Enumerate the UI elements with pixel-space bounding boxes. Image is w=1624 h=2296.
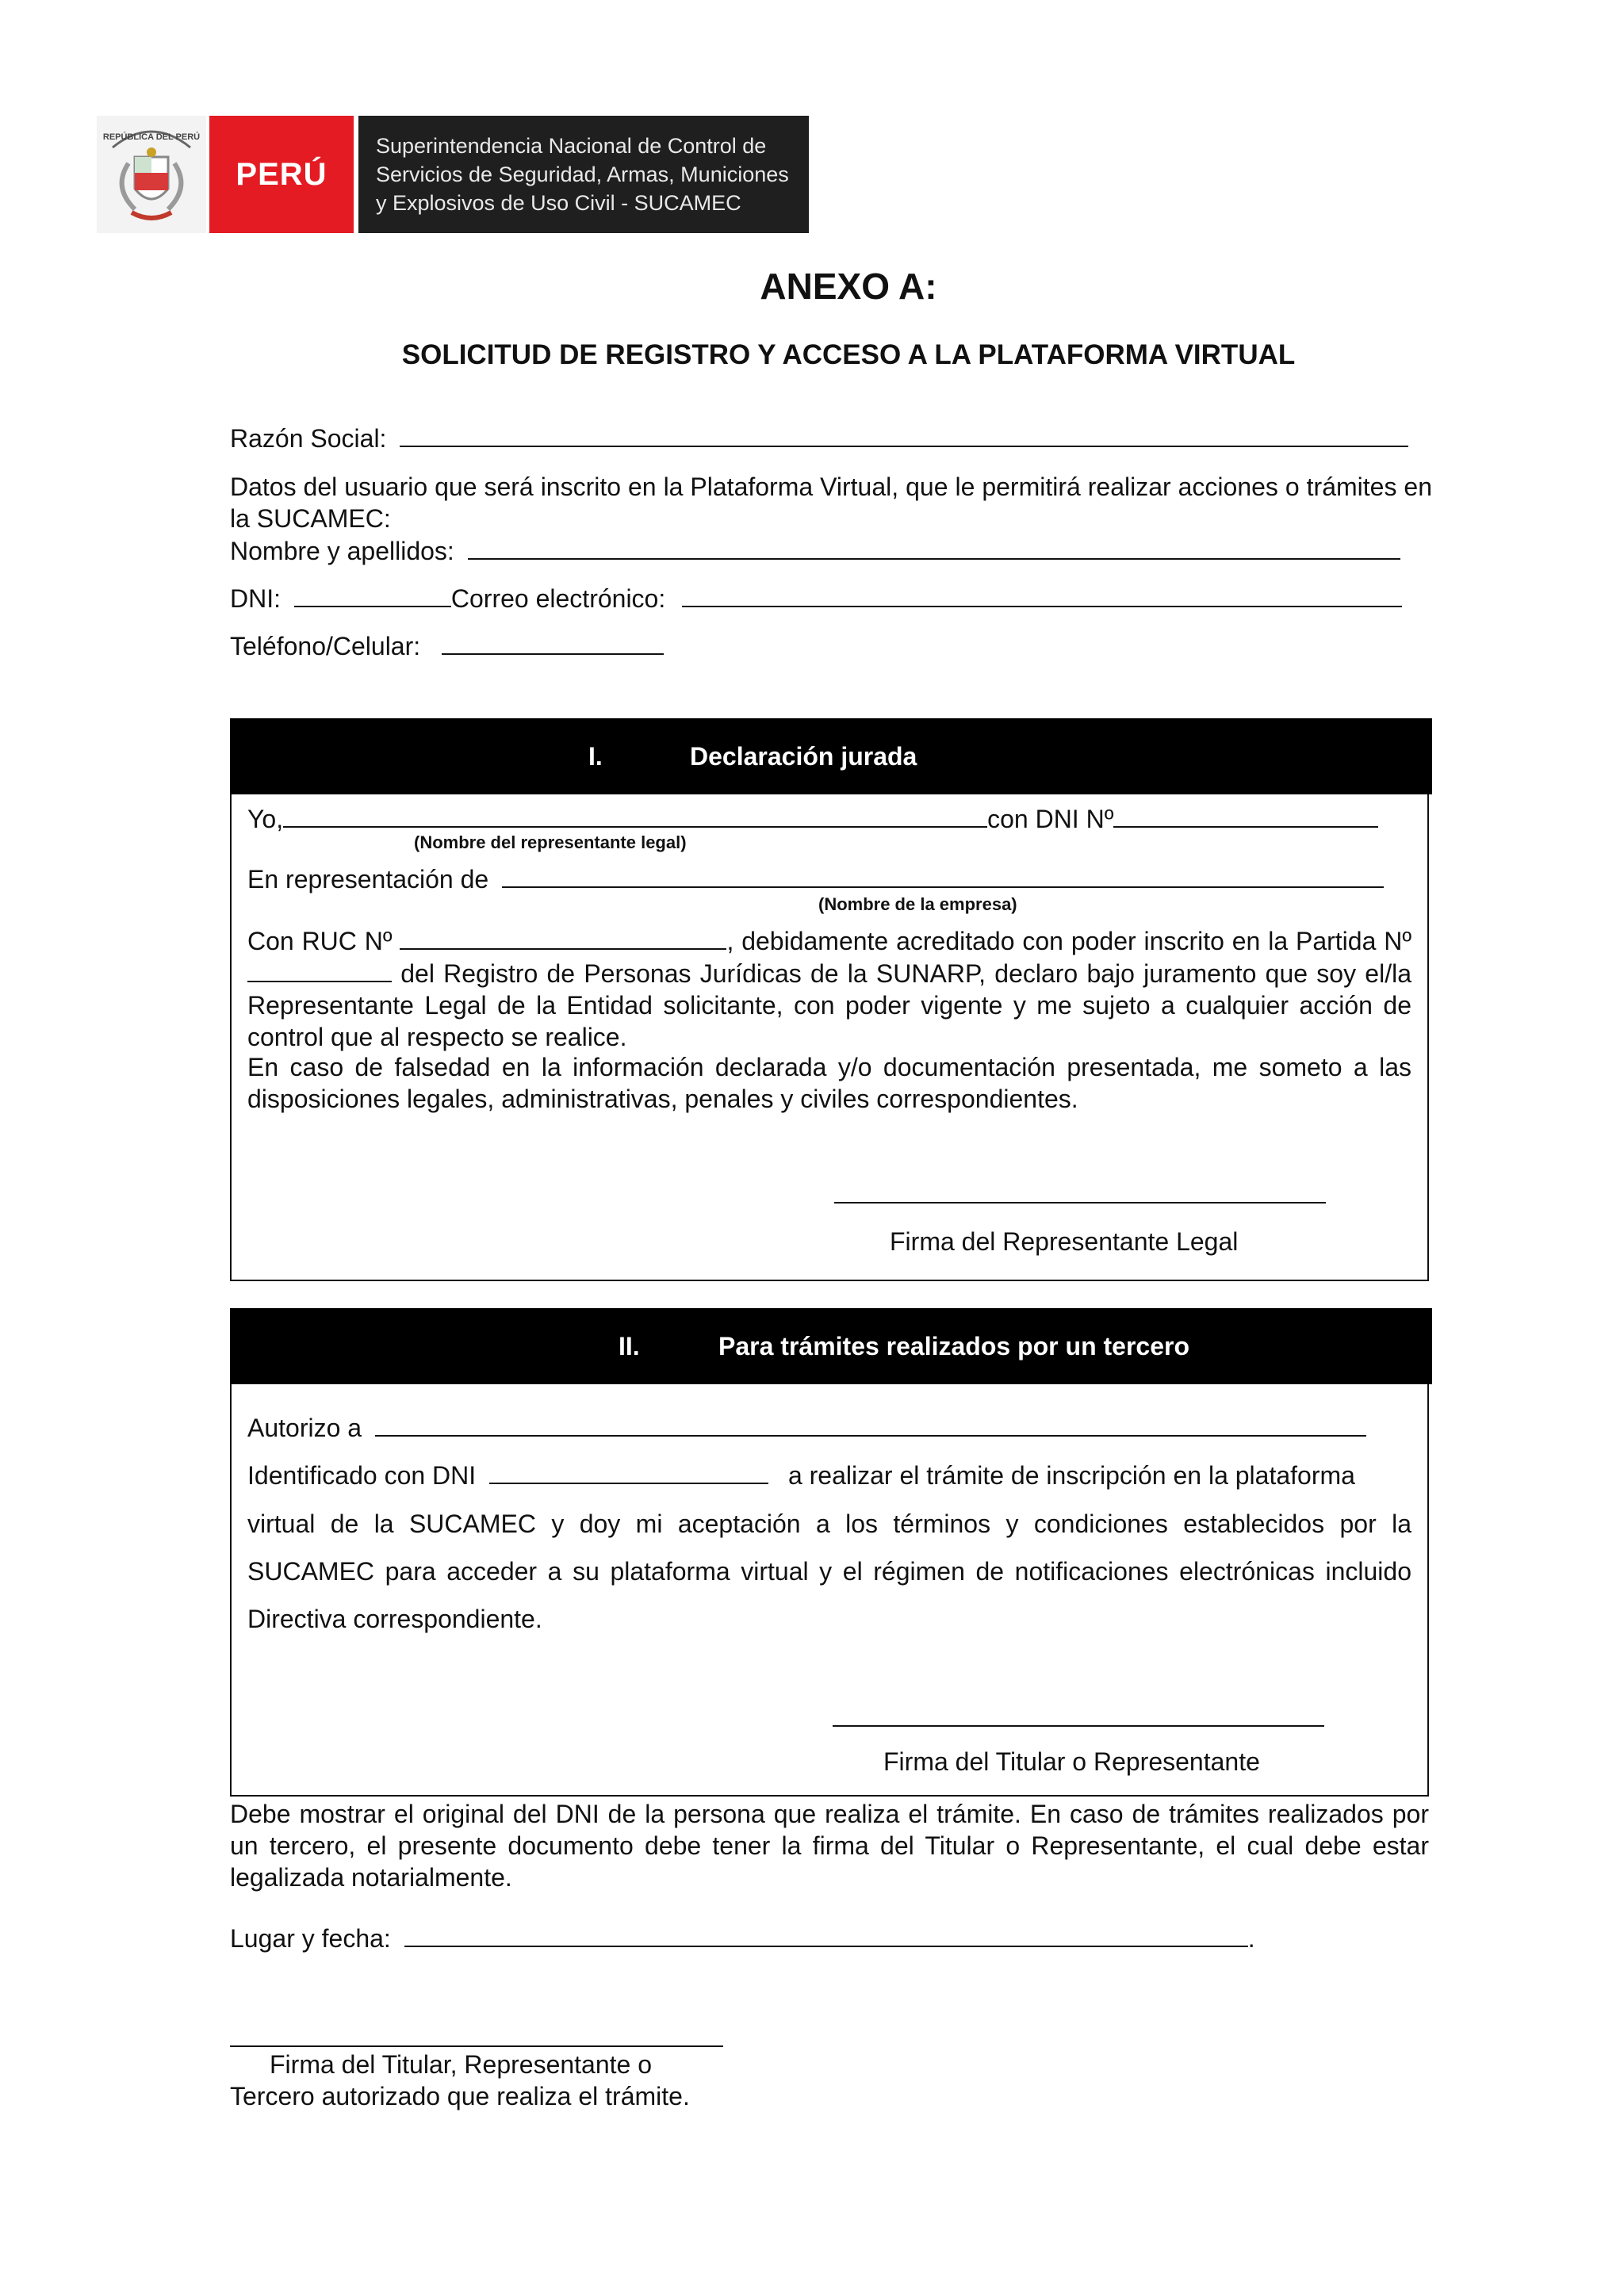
telefono-row <box>230 629 664 662</box>
lugar-fecha-field[interactable] <box>404 1922 1248 1947</box>
con-dni-label: con DNI Nº <box>987 805 1114 833</box>
ruc-field[interactable] <box>400 924 726 950</box>
country-badge: PERÚ <box>209 116 354 233</box>
nombre-label: Nombre y apellidos: <box>230 537 454 565</box>
final-signature-line[interactable] <box>230 2045 723 2047</box>
representacion-label: En representación de <box>247 865 489 894</box>
autorizo-row <box>247 1411 1366 1444</box>
institution-line: y Explosivos de Uso Civil - SUCAMEC <box>376 191 741 215</box>
section-number: II. <box>619 1331 640 1360</box>
signature-line[interactable] <box>833 1725 1324 1727</box>
representacion-row <box>247 863 1384 895</box>
nombre-representante-hint: (Nombre del representante legal) <box>414 832 687 852</box>
signature-line[interactable] <box>834 1202 1326 1203</box>
section-heading: Para trámites realizados por un tercero <box>718 1331 1189 1360</box>
lugar-fecha-label: Lugar y fecha: <box>230 1924 391 1953</box>
coat-of-arms-icon <box>97 116 206 233</box>
razon-social-field[interactable] <box>400 422 1408 447</box>
yo-label: Yo, <box>247 805 284 833</box>
sucamec-logo <box>97 116 809 233</box>
institution-line: Servicios de Seguridad, Armas, Municiones <box>376 163 789 186</box>
ruc-label: Con RUC Nº <box>247 927 393 955</box>
realizar-text: a realizar el trámite de inscripción en la plataforma <box>787 1461 1355 1490</box>
lugar-fecha-end: . <box>1247 1924 1255 1953</box>
section-heading: Declaración jurada <box>690 741 917 771</box>
declaracion-jurada-section <box>230 718 1429 1281</box>
representante-dni-field[interactable] <box>1113 802 1378 828</box>
partida-label: Nº <box>1384 927 1412 955</box>
ruc-suffix: , debidamente acreditado con poder inscrito en la Partida <box>726 927 1377 955</box>
section-header <box>230 1308 1432 1384</box>
section-header <box>230 718 1432 794</box>
firma-final-line1: Firma del Titular, Representante o <box>270 2050 653 2079</box>
institution-name <box>358 116 809 233</box>
firma-representante-label: Firma del Representante Legal <box>890 1227 1239 1256</box>
identificado-row <box>247 1459 1355 1491</box>
identificado-label: Identificado con DNI <box>247 1461 477 1490</box>
lugar-fecha-row <box>230 1922 1255 1954</box>
empresa-field[interactable] <box>502 863 1384 888</box>
declaracion-text <box>247 924 1411 1053</box>
firma-final-line2: Tercero autorizado que realiza el trámite. <box>230 2082 690 2110</box>
telefono-label: Teléfono/Celular: <box>230 632 421 660</box>
dni-field[interactable] <box>294 582 451 607</box>
correo-field[interactable] <box>682 582 1402 607</box>
partida-field[interactable] <box>247 957 392 982</box>
representante-field[interactable] <box>283 802 987 828</box>
correo-label: Correo electrónico: <box>450 584 666 613</box>
tercero-dni-field[interactable] <box>489 1459 768 1484</box>
yo-row <box>247 802 1378 835</box>
aceptacion-text: virtual de la SUCAMEC y doy mi aceptación a los términos y condiciones establecidos por la SUCAMEC para acceder a su plataforma virtual y el régimen de notificaciones electrónicas incluido Directiva correspondiente. <box>247 1510 1411 1633</box>
nombre-field[interactable] <box>468 534 1400 560</box>
document-title: ANEXO A: <box>760 266 937 307</box>
nota-text: Debe mostrar el original del DNI de la persona que realiza el trámite. En caso de trámites realizados por un tercero, el presente documento debe tener la firma del Titular o Representante, el cual debe estar legalizada notarialmente. <box>230 1800 1429 1892</box>
escudo-text: REPÚBLICA DEL PERÚ <box>102 132 201 142</box>
razon-social-row <box>230 422 1408 454</box>
tramite-tercero-section <box>230 1308 1429 1797</box>
falsedad-text: En caso de falsedad en la información declarada y/o documentación presentada, me someto a las disposiciones legales, administrativas, penales y civiles correspondientes. <box>247 1053 1411 1113</box>
razon-social-label: Razón Social: <box>230 424 387 453</box>
document-subtitle: SOLICITUD DE REGISTRO Y ACCESO A LA PLATAFORMA VIRTUAL <box>401 339 1296 370</box>
institution-line: Superintendencia Nacional de Control de <box>376 134 767 158</box>
nombre-row <box>230 534 1400 567</box>
section-number: I. <box>588 741 603 771</box>
firma-titular-label: Firma del Titular o Representante <box>883 1747 1260 1776</box>
telefono-field[interactable] <box>442 629 664 655</box>
tercero-nombre-field[interactable] <box>375 1411 1366 1437</box>
dni-correo-row <box>230 582 1402 614</box>
datos-usuario-text: Datos del usuario que será inscrito en la Plataforma Virtual, que le permitirá realizar acciones o trámites en la SUCAMEC: <box>230 473 1432 533</box>
autorizo-label: Autorizo a <box>247 1414 362 1442</box>
dni-label: DNI: <box>230 584 281 613</box>
nombre-empresa-hint: (Nombre de la empresa) <box>818 894 1017 914</box>
partida-text: del Registro de Personas Jurídicas de la SUNARP, declaro bajo juramento que soy el/la Representante Legal de la Entidad solicitante, con poder vigente y me sujeto a cualquier acción de control que al respecto se realice. <box>247 959 1412 1051</box>
